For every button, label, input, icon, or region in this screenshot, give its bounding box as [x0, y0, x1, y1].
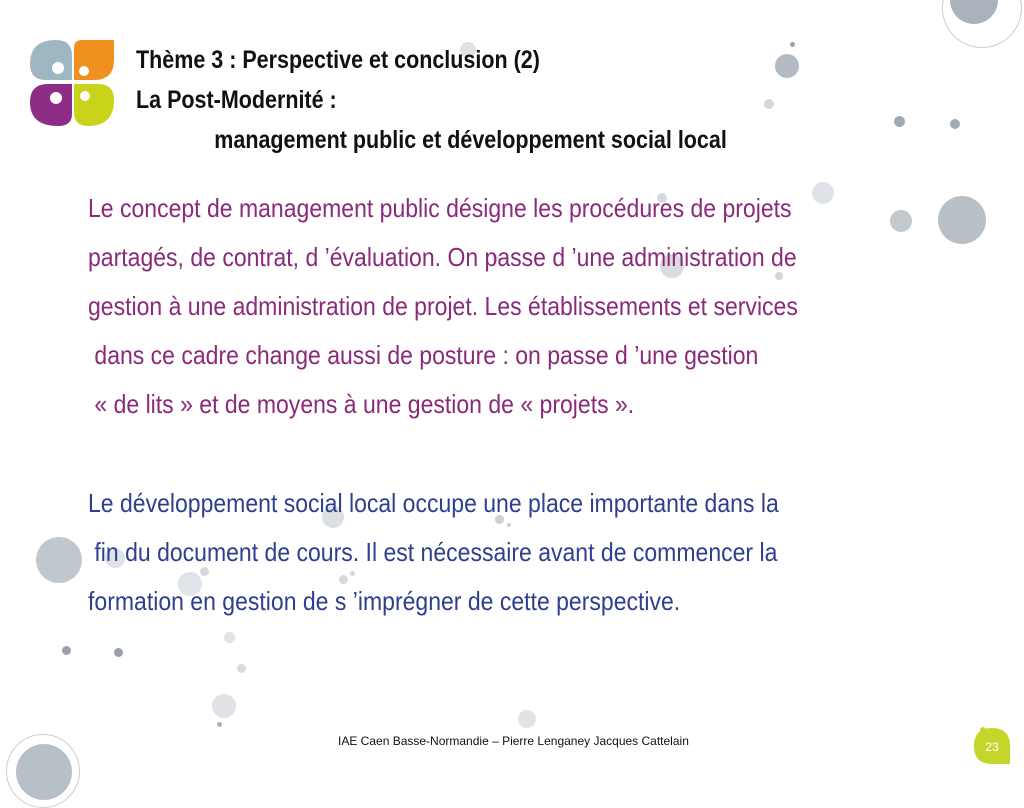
paragraph-line: formation en gestion de s ’imprégner de cette perspective. [88, 586, 681, 616]
paragraph-line: gestion à une administration de projet. Les établissements et services [88, 291, 798, 321]
title-line-2: La Post-Modernité : [136, 86, 337, 114]
paragraph-line: « de lits » et de moyens à une gestion de « projets ». [88, 389, 635, 419]
paragraph-developpement-social [88, 479, 779, 626]
paragraph-line: partagés, de contrat, d ’évaluation. On passe d ’une administration de [88, 242, 797, 272]
title-line-3: management public et développement social local [214, 126, 727, 154]
paragraph-line: Le concept de management public désigne les procédures de projets [88, 193, 792, 223]
paragraph-line: dans ce cadre change aussi de posture : on passe d ’une gestion [88, 340, 759, 370]
slide-number-badge [972, 726, 1012, 766]
title-line-1: Thème 3 : Perspective et conclusion (2) [136, 46, 540, 74]
slide-title [136, 40, 727, 160]
paragraph-management-public [88, 184, 798, 429]
paragraph-line: fin du document de cours. Il est nécessaire avant de commencer la [88, 537, 778, 567]
slide-number: 23 [985, 740, 999, 754]
paragraph-line: Le développement social local occupe une place importante dans la [88, 488, 779, 518]
logo-icon [28, 38, 116, 126]
footer-text: IAE Caen Basse-Normandie – Pierre Lenganey Jacques Cattelain [338, 734, 689, 748]
